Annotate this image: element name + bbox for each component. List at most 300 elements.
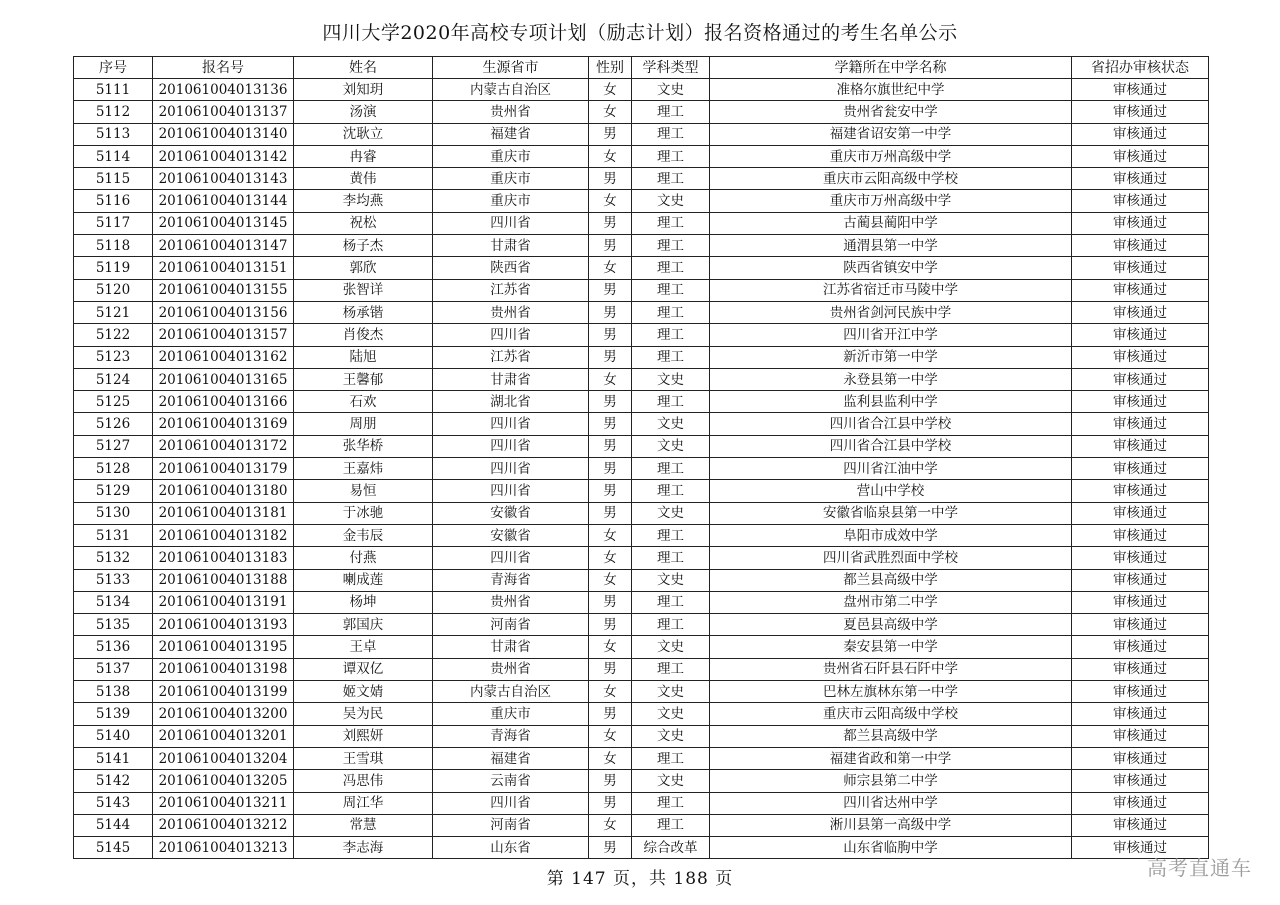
cell-col-index: 5129	[74, 480, 153, 502]
cell-col-name: 冉睿	[294, 145, 433, 167]
cell-col-gender: 女	[589, 524, 632, 546]
cell-col-index: 5123	[74, 346, 153, 368]
cell-col-subject-type: 文史	[632, 79, 710, 101]
cell-col-reg-number: 201061004013211	[153, 792, 294, 814]
cell-col-subject-type: 文史	[632, 502, 710, 524]
cell-col-school: 福建省政和第一中学	[710, 747, 1072, 769]
cell-col-name: 郭欣	[294, 257, 433, 279]
header-col-province: 生源省市	[433, 57, 589, 79]
cell-col-review-status: 审核通过	[1072, 681, 1209, 703]
table-row	[74, 502, 1209, 524]
cell-col-name: 周朋	[294, 413, 433, 435]
cell-col-province: 贵州省	[433, 591, 589, 613]
cell-col-index: 5144	[74, 814, 153, 836]
cell-col-subject-type: 理工	[632, 524, 710, 546]
cell-col-reg-number: 201061004013183	[153, 547, 294, 569]
cell-col-review-status: 审核通过	[1072, 324, 1209, 346]
cell-col-subject-type: 理工	[632, 279, 710, 301]
cell-col-review-status: 审核通过	[1072, 770, 1209, 792]
table-header	[74, 57, 1209, 79]
cell-col-school: 江苏省宿迁市马陵中学	[710, 279, 1072, 301]
cell-col-index: 5136	[74, 636, 153, 658]
cell-col-school: 新沂市第一中学	[710, 346, 1072, 368]
cell-col-index: 5121	[74, 301, 153, 323]
cell-col-gender: 女	[589, 257, 632, 279]
cell-col-subject-type: 理工	[632, 212, 710, 234]
cell-col-gender: 男	[589, 591, 632, 613]
cell-col-province: 江苏省	[433, 279, 589, 301]
cell-col-name: 李均燕	[294, 190, 433, 212]
cell-col-school: 四川省合江县中学校	[710, 413, 1072, 435]
cell-col-school: 四川省开江中学	[710, 324, 1072, 346]
cell-col-gender: 女	[589, 725, 632, 747]
cell-col-reg-number: 201061004013180	[153, 480, 294, 502]
cell-col-subject-type: 理工	[632, 235, 710, 257]
cell-col-name: 李志海	[294, 837, 433, 859]
cell-col-name: 吴为民	[294, 703, 433, 725]
cell-col-school: 淅川县第一高级中学	[710, 814, 1072, 836]
cell-col-province: 甘肃省	[433, 636, 589, 658]
table-row	[74, 101, 1209, 123]
table-row	[74, 681, 1209, 703]
cell-col-school: 师宗县第二中学	[710, 770, 1072, 792]
cell-col-school: 监利县监利中学	[710, 391, 1072, 413]
cell-col-gender: 男	[589, 168, 632, 190]
cell-col-school: 重庆市云阳高级中学校	[710, 168, 1072, 190]
cell-col-gender: 男	[589, 235, 632, 257]
cell-col-subject-type: 综合改革	[632, 837, 710, 859]
cell-col-gender: 男	[589, 212, 632, 234]
cell-col-school: 阜阳市成效中学	[710, 524, 1072, 546]
table-row	[74, 235, 1209, 257]
table-row	[74, 391, 1209, 413]
cell-col-name: 于冰驰	[294, 502, 433, 524]
table-row	[74, 145, 1209, 167]
table-row	[74, 324, 1209, 346]
cell-col-province: 江苏省	[433, 346, 589, 368]
cell-col-subject-type: 理工	[632, 145, 710, 167]
cell-col-school: 四川省合江县中学校	[710, 435, 1072, 457]
cell-col-gender: 男	[589, 435, 632, 457]
cell-col-province: 甘肃省	[433, 235, 589, 257]
cell-col-gender: 女	[589, 636, 632, 658]
cell-col-name: 谭双亿	[294, 658, 433, 680]
cell-col-province: 云南省	[433, 770, 589, 792]
table-row	[74, 301, 1209, 323]
cell-col-review-status: 审核通过	[1072, 725, 1209, 747]
cell-col-school: 通渭县第一中学	[710, 235, 1072, 257]
cell-col-reg-number: 201061004013157	[153, 324, 294, 346]
cell-col-reg-number: 201061004013162	[153, 346, 294, 368]
cell-col-index: 5135	[74, 614, 153, 636]
cell-col-province: 陕西省	[433, 257, 589, 279]
cell-col-gender: 男	[589, 413, 632, 435]
cell-col-review-status: 审核通过	[1072, 747, 1209, 769]
cell-col-subject-type: 理工	[632, 480, 710, 502]
cell-col-review-status: 审核通过	[1072, 569, 1209, 591]
header-col-reg-number: 报名号	[153, 57, 294, 79]
cell-col-reg-number: 201061004013142	[153, 145, 294, 167]
cell-col-province: 福建省	[433, 123, 589, 145]
cell-col-name: 付燕	[294, 547, 433, 569]
cell-col-index: 5117	[74, 212, 153, 234]
cell-col-school: 夏邑县高级中学	[710, 614, 1072, 636]
cell-col-subject-type: 理工	[632, 391, 710, 413]
cell-col-index: 5112	[74, 101, 153, 123]
cell-col-subject-type: 文史	[632, 703, 710, 725]
cell-col-subject-type: 文史	[632, 190, 710, 212]
cell-col-province: 安徽省	[433, 502, 589, 524]
cell-col-province: 重庆市	[433, 145, 589, 167]
cell-col-index: 5134	[74, 591, 153, 613]
cell-col-gender: 女	[589, 190, 632, 212]
cell-col-school: 巴林左旗林东第一中学	[710, 681, 1072, 703]
cell-col-review-status: 审核通过	[1072, 413, 1209, 435]
cell-col-index: 5131	[74, 524, 153, 546]
cell-col-subject-type: 文史	[632, 636, 710, 658]
cell-col-gender: 女	[589, 547, 632, 569]
cell-col-school: 四川省武胜烈面中学校	[710, 547, 1072, 569]
cell-col-school: 盘州市第二中学	[710, 591, 1072, 613]
cell-col-school: 都兰县高级中学	[710, 725, 1072, 747]
cell-col-gender: 男	[589, 792, 632, 814]
cell-col-gender: 男	[589, 837, 632, 859]
cell-col-name: 杨承锴	[294, 301, 433, 323]
cell-col-school: 陕西省镇安中学	[710, 257, 1072, 279]
cell-col-index: 5114	[74, 145, 153, 167]
cell-col-school: 四川省江油中学	[710, 458, 1072, 480]
table-row	[74, 658, 1209, 680]
cell-col-subject-type: 理工	[632, 614, 710, 636]
cell-col-school: 都兰县高级中学	[710, 569, 1072, 591]
cell-col-province: 贵州省	[433, 101, 589, 123]
cell-col-province: 内蒙古自治区	[433, 79, 589, 101]
cell-col-gender: 男	[589, 346, 632, 368]
cell-col-name: 冯思伟	[294, 770, 433, 792]
cell-col-school: 重庆市万州高级中学	[710, 145, 1072, 167]
table-row	[74, 168, 1209, 190]
table-row	[74, 279, 1209, 301]
cell-col-subject-type: 理工	[632, 168, 710, 190]
cell-col-reg-number: 201061004013193	[153, 614, 294, 636]
cell-col-school: 重庆市云阳高级中学校	[710, 703, 1072, 725]
cell-col-subject-type: 文史	[632, 435, 710, 457]
cell-col-review-status: 审核通过	[1072, 279, 1209, 301]
cell-col-name: 肖俊杰	[294, 324, 433, 346]
table-row	[74, 747, 1209, 769]
cell-col-review-status: 审核通过	[1072, 391, 1209, 413]
cell-col-review-status: 审核通过	[1072, 101, 1209, 123]
cell-col-province: 山东省	[433, 837, 589, 859]
cell-col-index: 5137	[74, 658, 153, 680]
header-col-subject-type: 学科类型	[632, 57, 710, 79]
cell-col-name: 王馨郁	[294, 368, 433, 390]
cell-col-index: 5127	[74, 435, 153, 457]
cell-col-gender: 男	[589, 301, 632, 323]
cell-col-province: 四川省	[433, 458, 589, 480]
table-row	[74, 346, 1209, 368]
cell-col-province: 青海省	[433, 725, 589, 747]
cell-col-subject-type: 文史	[632, 770, 710, 792]
cell-col-school: 安徽省临泉县第一中学	[710, 502, 1072, 524]
cell-col-reg-number: 201061004013200	[153, 703, 294, 725]
cell-col-subject-type: 理工	[632, 346, 710, 368]
cell-col-reg-number: 201061004013145	[153, 212, 294, 234]
cell-col-review-status: 审核通过	[1072, 792, 1209, 814]
cell-col-province: 贵州省	[433, 658, 589, 680]
cell-col-index: 5119	[74, 257, 153, 279]
cell-col-name: 金韦辰	[294, 524, 433, 546]
table-body	[74, 79, 1209, 859]
cell-col-review-status: 审核通过	[1072, 458, 1209, 480]
cell-col-school: 准格尔旗世纪中学	[710, 79, 1072, 101]
cell-col-province: 四川省	[433, 792, 589, 814]
cell-col-name: 刘熙妍	[294, 725, 433, 747]
candidate-table	[73, 56, 1209, 859]
cell-col-review-status: 审核通过	[1072, 257, 1209, 279]
cell-col-reg-number: 201061004013195	[153, 636, 294, 658]
cell-col-reg-number: 201061004013172	[153, 435, 294, 457]
cell-col-index: 5126	[74, 413, 153, 435]
cell-col-name: 陆旭	[294, 346, 433, 368]
table-row	[74, 770, 1209, 792]
cell-col-name: 杨坤	[294, 591, 433, 613]
cell-col-reg-number: 201061004013205	[153, 770, 294, 792]
cell-col-index: 5113	[74, 123, 153, 145]
cell-col-index: 5115	[74, 168, 153, 190]
cell-col-province: 四川省	[433, 547, 589, 569]
cell-col-province: 内蒙古自治区	[433, 681, 589, 703]
cell-col-review-status: 审核通过	[1072, 79, 1209, 101]
cell-col-gender: 男	[589, 703, 632, 725]
cell-col-name: 王嘉炜	[294, 458, 433, 480]
cell-col-review-status: 审核通过	[1072, 190, 1209, 212]
cell-col-index: 5128	[74, 458, 153, 480]
cell-col-school: 四川省达州中学	[710, 792, 1072, 814]
cell-col-province: 四川省	[433, 212, 589, 234]
cell-col-school: 永登县第一中学	[710, 368, 1072, 390]
cell-col-subject-type: 文史	[632, 569, 710, 591]
cell-col-index: 5116	[74, 190, 153, 212]
cell-col-province: 四川省	[433, 480, 589, 502]
page-footer: 第 147 页，共 188 页	[546, 869, 734, 889]
header-row	[74, 57, 1209, 79]
cell-col-index: 5143	[74, 792, 153, 814]
page-title: 四川大学2020年高校专项计划（励志计划）报名资格通过的考生名单公示	[322, 22, 958, 44]
cell-col-gender: 女	[589, 814, 632, 836]
cell-col-index: 5118	[74, 235, 153, 257]
cell-col-name: 周江华	[294, 792, 433, 814]
cell-col-reg-number: 201061004013155	[153, 279, 294, 301]
cell-col-gender: 女	[589, 101, 632, 123]
cell-col-gender: 男	[589, 480, 632, 502]
table-row	[74, 123, 1209, 145]
cell-col-gender: 男	[589, 458, 632, 480]
cell-col-review-status: 审核通过	[1072, 814, 1209, 836]
table-row	[74, 614, 1209, 636]
cell-col-subject-type: 理工	[632, 123, 710, 145]
table-row	[74, 792, 1209, 814]
cell-col-gender: 女	[589, 145, 632, 167]
cell-col-reg-number: 201061004013165	[153, 368, 294, 390]
cell-col-subject-type: 理工	[632, 792, 710, 814]
cell-col-school: 贵州省瓮安中学	[710, 101, 1072, 123]
cell-col-name: 郭国庆	[294, 614, 433, 636]
cell-col-subject-type: 理工	[632, 257, 710, 279]
cell-col-review-status: 审核通过	[1072, 123, 1209, 145]
cell-col-gender: 男	[589, 279, 632, 301]
cell-col-reg-number: 201061004013169	[153, 413, 294, 435]
cell-col-province: 河南省	[433, 814, 589, 836]
cell-col-index: 5124	[74, 368, 153, 390]
cell-col-subject-type: 理工	[632, 324, 710, 346]
table-row	[74, 569, 1209, 591]
cell-col-reg-number: 201061004013188	[153, 569, 294, 591]
cell-col-index: 5120	[74, 279, 153, 301]
cell-col-reg-number: 201061004013204	[153, 747, 294, 769]
header-col-name: 姓名	[294, 57, 433, 79]
cell-col-subject-type: 理工	[632, 814, 710, 836]
table-row	[74, 725, 1209, 747]
cell-col-province: 甘肃省	[433, 368, 589, 390]
cell-col-index: 5138	[74, 681, 153, 703]
cell-col-index: 5122	[74, 324, 153, 346]
cell-col-school: 贵州省剑河民族中学	[710, 301, 1072, 323]
cell-col-subject-type: 文史	[632, 725, 710, 747]
cell-col-gender: 男	[589, 614, 632, 636]
cell-col-name: 易恒	[294, 480, 433, 502]
cell-col-school: 秦安县第一中学	[710, 636, 1072, 658]
cell-col-index: 5141	[74, 747, 153, 769]
cell-col-reg-number: 201061004013147	[153, 235, 294, 257]
table-row	[74, 190, 1209, 212]
cell-col-province: 重庆市	[433, 168, 589, 190]
cell-col-gender: 男	[589, 324, 632, 346]
cell-col-province: 河南省	[433, 614, 589, 636]
watermark: 高考直通车	[1147, 856, 1252, 880]
cell-col-name: 张华桥	[294, 435, 433, 457]
cell-col-review-status: 审核通过	[1072, 168, 1209, 190]
cell-col-name: 黄伟	[294, 168, 433, 190]
table-row	[74, 79, 1209, 101]
cell-col-reg-number: 201061004013179	[153, 458, 294, 480]
cell-col-review-status: 审核通过	[1072, 524, 1209, 546]
cell-col-reg-number: 201061004013201	[153, 725, 294, 747]
cell-col-review-status: 审核通过	[1072, 837, 1209, 859]
cell-col-subject-type: 文史	[632, 368, 710, 390]
cell-col-province: 湖北省	[433, 391, 589, 413]
cell-col-reg-number: 201061004013213	[153, 837, 294, 859]
cell-col-school: 重庆市万州高级中学	[710, 190, 1072, 212]
cell-col-review-status: 审核通过	[1072, 502, 1209, 524]
table-row	[74, 591, 1209, 613]
cell-col-reg-number: 201061004013151	[153, 257, 294, 279]
cell-col-name: 常慧	[294, 814, 433, 836]
cell-col-school: 山东省临朐中学	[710, 837, 1072, 859]
cell-col-index: 5140	[74, 725, 153, 747]
cell-col-review-status: 审核通过	[1072, 591, 1209, 613]
header-col-index: 序号	[74, 57, 153, 79]
cell-col-review-status: 审核通过	[1072, 435, 1209, 457]
cell-col-reg-number: 201061004013143	[153, 168, 294, 190]
cell-col-review-status: 审核通过	[1072, 301, 1209, 323]
cell-col-index: 5142	[74, 770, 153, 792]
header-col-gender: 性别	[589, 57, 632, 79]
table-row	[74, 257, 1209, 279]
cell-col-reg-number: 201061004013144	[153, 190, 294, 212]
cell-col-name: 张智详	[294, 279, 433, 301]
cell-col-reg-number: 201061004013156	[153, 301, 294, 323]
cell-col-province: 四川省	[433, 435, 589, 457]
cell-col-subject-type: 理工	[632, 101, 710, 123]
table-row	[74, 814, 1209, 836]
cell-col-reg-number: 201061004013140	[153, 123, 294, 145]
cell-col-subject-type: 理工	[632, 747, 710, 769]
cell-col-index: 5125	[74, 391, 153, 413]
cell-col-gender: 女	[589, 79, 632, 101]
cell-col-province: 福建省	[433, 747, 589, 769]
cell-col-gender: 女	[589, 681, 632, 703]
cell-col-subject-type: 文史	[632, 413, 710, 435]
cell-col-school: 古蔺县蔺阳中学	[710, 212, 1072, 234]
cell-col-reg-number: 201061004013198	[153, 658, 294, 680]
cell-col-gender: 男	[589, 770, 632, 792]
cell-col-review-status: 审核通过	[1072, 145, 1209, 167]
table-row	[74, 837, 1209, 859]
table-row	[74, 480, 1209, 502]
table-row	[74, 212, 1209, 234]
cell-col-review-status: 审核通过	[1072, 235, 1209, 257]
cell-col-province: 重庆市	[433, 703, 589, 725]
cell-col-name: 汤演	[294, 101, 433, 123]
cell-col-name: 王雪琪	[294, 747, 433, 769]
cell-col-review-status: 审核通过	[1072, 480, 1209, 502]
cell-col-index: 5130	[74, 502, 153, 524]
cell-col-name: 祝松	[294, 212, 433, 234]
cell-col-index: 5133	[74, 569, 153, 591]
cell-col-subject-type: 理工	[632, 658, 710, 680]
cell-col-review-status: 审核通过	[1072, 547, 1209, 569]
cell-col-index: 5145	[74, 837, 153, 859]
cell-col-reg-number: 201061004013136	[153, 79, 294, 101]
cell-col-reg-number: 201061004013191	[153, 591, 294, 613]
table-row	[74, 368, 1209, 390]
cell-col-gender: 男	[589, 658, 632, 680]
cell-col-province: 四川省	[433, 324, 589, 346]
cell-col-index: 5132	[74, 547, 153, 569]
cell-col-province: 青海省	[433, 569, 589, 591]
cell-col-index: 5111	[74, 79, 153, 101]
cell-col-index: 5139	[74, 703, 153, 725]
cell-col-gender: 男	[589, 502, 632, 524]
table-row	[74, 524, 1209, 546]
cell-col-gender: 女	[589, 747, 632, 769]
cell-col-name: 姬文婧	[294, 681, 433, 703]
table-row	[74, 413, 1209, 435]
cell-col-province: 贵州省	[433, 301, 589, 323]
cell-col-reg-number: 201061004013137	[153, 101, 294, 123]
cell-col-reg-number: 201061004013182	[153, 524, 294, 546]
cell-col-subject-type: 理工	[632, 301, 710, 323]
cell-col-review-status: 审核通过	[1072, 346, 1209, 368]
cell-col-province: 重庆市	[433, 190, 589, 212]
cell-col-name: 杨子杰	[294, 235, 433, 257]
header-col-school: 学籍所在中学名称	[710, 57, 1072, 79]
cell-col-reg-number: 201061004013212	[153, 814, 294, 836]
table-row	[74, 458, 1209, 480]
cell-col-name: 沈耿立	[294, 123, 433, 145]
cell-col-subject-type: 理工	[632, 591, 710, 613]
